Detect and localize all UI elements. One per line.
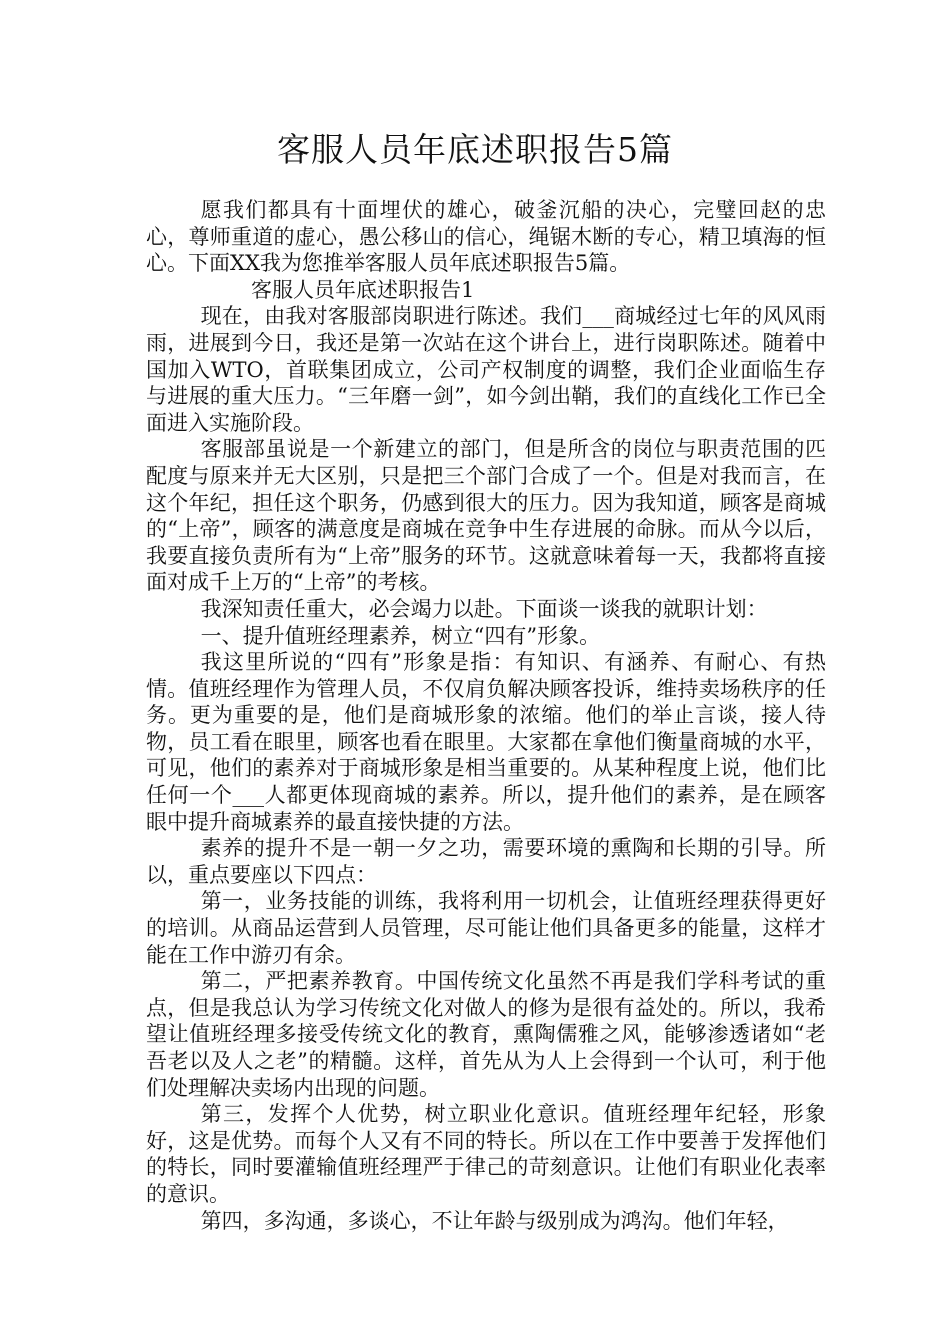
report-subheading: 客服人员年底述职报告1	[251, 277, 475, 302]
document-title: 客服人员年底述职报告5篇	[277, 130, 673, 169]
body-paragraph: 第四，多沟通，多谈心，不让年龄与级别成为鸿沟。他们年轻，	[200, 1208, 789, 1233]
body-paragraph: 客服部虽说是一个新建立的部门，但是所含的岗位与职责范围的匹配度与原来并无大区别，只是把三个部门合成了一个。但是对我而言，在这个年纪，担任这个职务，仍感到很大的压力。因为我知道，顾客是商城的“上帝”，顾客的满意度是商城在竞争中生存进展的命脉。而从今以后，我要直接负责所有为“上帝”服务的环节。这就意味着每一天，我都将直接面对成千上万的“上帝”的考核。	[146, 437, 826, 595]
body-paragraph: 素养的提升不是一朝一夕之功，需要环境的熏陶和长期的引导。所以，重点要座以下四点：	[146, 836, 826, 887]
intro-paragraph: 愿我们都具有十面埋伏的雄心，破釜沉船的决心，完璧回赵的忠心，尊师重道的虚心，愚公移山的信心，绳锯木断的专心，精卫填海的恒心。下面XX我为您推举客服人员年底述职报告5篇。	[146, 198, 826, 276]
body-paragraph: 我深知责任重大，必会竭力以赴。下面谈一谈我的就职计划：	[200, 596, 768, 621]
body-paragraph: 我这里所说的“四有”形象是指：有知识、有涵养、有耐心、有热情。值班经理作为管理人员，不仅肩负解决顾客投诉，维持卖场秩序的任务。更为重要的是，他们是商城形象的浓缩。他们的举止言谈，接人待物，员工看在眼里，顾客也看在眼里。大家都在拿他们衡量商城的水平，可见，他们的素养对于商城形象是相当重要的。从某种程度上说，他们比任何一个___人都更体现商城的素养。所以，提升他们的素养，是在顾客眼中提升商城素养的最直接快捷的方法。	[146, 650, 826, 834]
document-body	[146, 197, 826, 1234]
body-paragraph: 第三，发挥个人优势，树立职业化意识。值班经理年纪轻，形象好，这是优势。而每个人又有不同的特长。所以在工作中要善于发挥他们的特长，同时要灌输值班经理严于律己的苛刻意识。让他们有职业化表率的意识。	[146, 1102, 826, 1206]
section-heading: 一、提升值班经理素养，树立“四有”形象。	[200, 623, 601, 648]
body-paragraph: 现在，由我对客服部岗职进行陈述。我们___商城经过七年的风风雨雨，进展到今日，我还是第一次站在这个讲台上，进行岗职陈述。随着中国加入WTO，首联集团成立，公司产权制度的调整，我们企业面临生存与进展的重大压力。“三年磨一剑”，如今剑出鞘，我们的直线化工作已全面进入实施阶段。	[146, 304, 826, 435]
body-paragraph: 第二，严把素养教育。中国传统文化虽然不再是我们学科考试的重点，但是我总认为学习传统文化对做人的修为是很有益处的。所以，我希望让值班经理多接受传统文化的教育，熏陶儒雅之风，能够渗透诸如“老吾老以及人之老”的精髓。这样，首先从为人上会得到一个认可，利于他们处理解决卖场内出现的问题。	[146, 969, 826, 1100]
body-paragraph: 第一，业务技能的训练，我将利用一切机会，让值班经理获得更好的培训。从商品运营到人员管理，尽可能让他们具备更多的能量，这样才能在工作中游刃有余。	[146, 889, 826, 967]
